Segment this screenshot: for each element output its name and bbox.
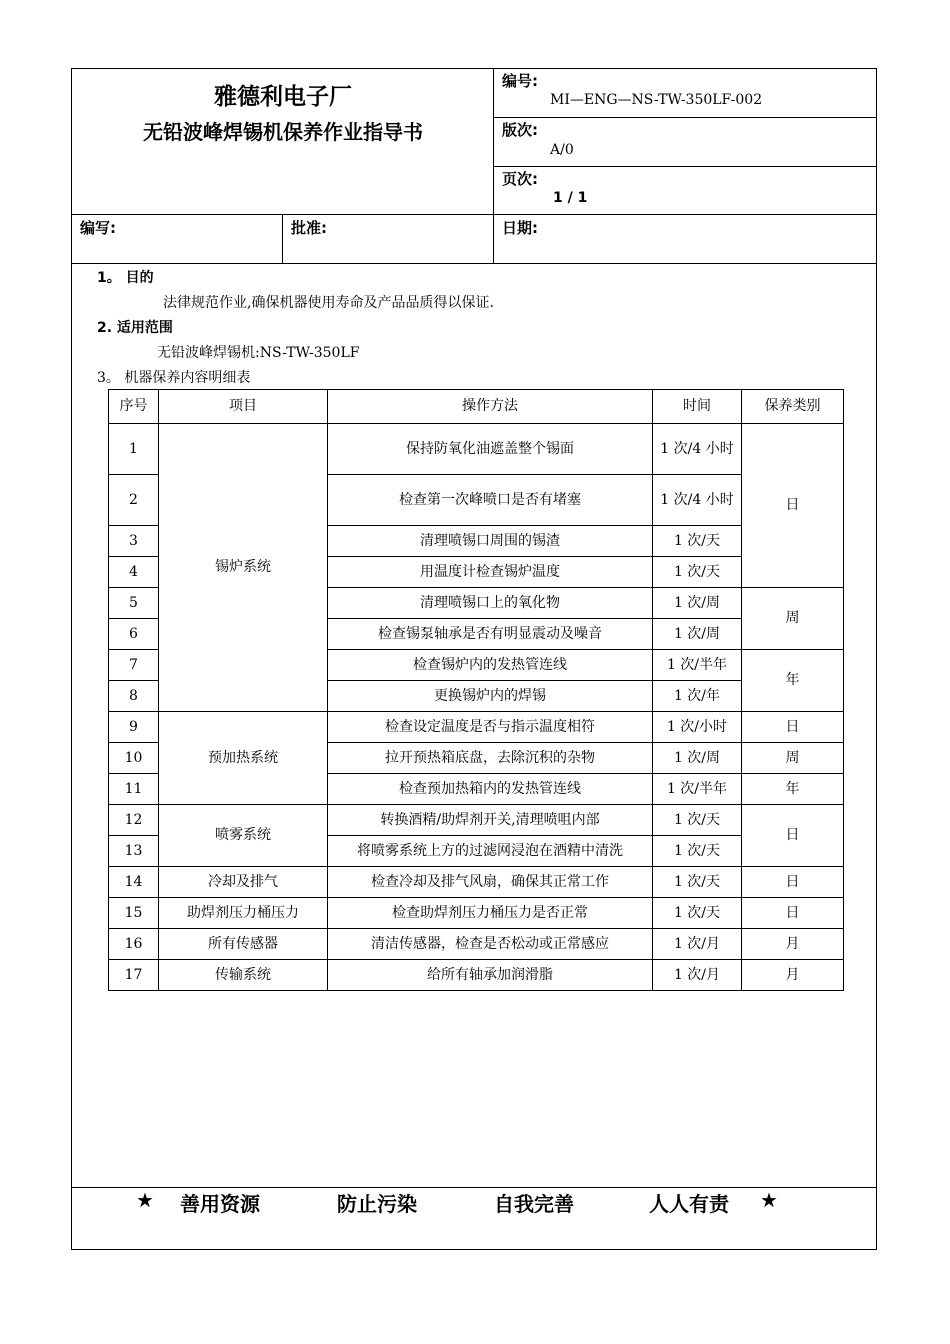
header-no: 序号: [109, 390, 159, 424]
row-no: 11: [109, 774, 159, 805]
row-method: 拉开预热箱底盘，去除沉积的杂物: [328, 743, 653, 774]
row-method: 清理喷锡口上的氧化物: [328, 588, 653, 619]
slogan-4: 人人有责: [649, 1192, 729, 1216]
group-solder-pot: 锡炉系统: [159, 424, 328, 712]
row-category: 日: [742, 867, 844, 898]
table-row: [109, 929, 844, 960]
header-rule-2: [493, 166, 876, 167]
row-category: 日: [742, 712, 844, 743]
section-1-title: 1。 目的: [97, 270, 154, 286]
row-category: 日: [742, 424, 844, 588]
approver-label: 批准:: [291, 219, 327, 237]
page-value: 1 / 1: [553, 190, 588, 206]
row-method: 检查助焊剂压力桶压力是否正常: [328, 898, 653, 929]
row-no: 2: [109, 475, 159, 526]
star-left-icon: ★: [136, 1188, 154, 1212]
row-category: 周: [742, 588, 844, 650]
table-header-row: [109, 390, 844, 424]
section-3-title: 3。 机器保养内容明细表: [97, 370, 251, 386]
row-no: 1: [109, 424, 159, 475]
row-no: 12: [109, 805, 159, 836]
group-spray: 喷雾系统: [159, 805, 328, 867]
slogan-2: 防止污染: [337, 1192, 417, 1216]
row-no: 8: [109, 681, 159, 712]
row-category: 日: [742, 805, 844, 867]
row-category: 年: [742, 650, 844, 712]
version-label: 版次:: [502, 121, 538, 139]
table-row: [109, 960, 844, 991]
row-no: 10: [109, 743, 159, 774]
table-row: [109, 867, 844, 898]
header-time: 时间: [653, 390, 742, 424]
number-value: MI—ENG—NS-TW-350LF-002: [550, 92, 763, 108]
row-no: 13: [109, 836, 159, 867]
header-rule-3: [72, 214, 876, 215]
row-method: 保持防氧化油遮盖整个锡面: [328, 424, 653, 475]
company-name: 雅德利电子厂: [214, 84, 352, 110]
section-1-body: 法律规范作业,确保机器使用寿命及产品品质得以保证.: [163, 295, 494, 311]
row-time: 1 次/小时: [653, 712, 742, 743]
slogan-1: 善用资源: [180, 1192, 260, 1216]
row-no: 4: [109, 557, 159, 588]
row-method: 转换酒精/助焊剂开关,清理喷咀内部: [328, 805, 653, 836]
group-flux-pressure: 助焊剂压力桶压力: [159, 898, 328, 929]
section-2-title: 2. 适用范围: [97, 320, 173, 336]
row-time: 1 次/天: [653, 557, 742, 588]
date-label: 日期:: [502, 219, 538, 237]
row-category: 日: [742, 898, 844, 929]
row-method: 清洁传感器，检查是否松动或正常感应: [328, 929, 653, 960]
signoff-divider-1: [282, 214, 283, 264]
row-time: 1 次/天: [653, 526, 742, 557]
row-time: 1 次/4 小时: [653, 424, 742, 475]
row-no: 6: [109, 619, 159, 650]
row-method: 将喷雾系统上方的过滤网浸泡在酒精中清洗: [328, 836, 653, 867]
header-item: 项目: [159, 390, 328, 424]
section-2-body: 无铅波峰焊锡机:NS-TW-350LF: [157, 345, 360, 361]
row-method: 更换锡炉内的焊锡: [328, 681, 653, 712]
row-method: 检查冷却及排气风扇，确保其正常工作: [328, 867, 653, 898]
row-no: 5: [109, 588, 159, 619]
group-sensors: 所有传感器: [159, 929, 328, 960]
row-time: 1 次/周: [653, 588, 742, 619]
row-method: 检查第一次峰喷口是否有堵塞: [328, 475, 653, 526]
row-method: 检查预加热箱内的发热管连线: [328, 774, 653, 805]
row-no: 7: [109, 650, 159, 681]
document-title: 无铅波峰焊锡机保养作业指导书: [143, 120, 423, 144]
row-no: 14: [109, 867, 159, 898]
row-time: 1 次/天: [653, 867, 742, 898]
table-row: [109, 712, 844, 743]
row-method: 用温度计检查锡炉温度: [328, 557, 653, 588]
row-time: 1 次/半年: [653, 650, 742, 681]
row-time: 1 次/天: [653, 898, 742, 929]
row-time: 1 次/周: [653, 743, 742, 774]
row-time: 1 次/年: [653, 681, 742, 712]
row-method: 清理喷锡口周围的锡渣: [328, 526, 653, 557]
row-method: 检查锡炉内的发热管连线: [328, 650, 653, 681]
maintenance-table: [108, 389, 844, 991]
row-time: 1 次/4 小时: [653, 475, 742, 526]
row-no: 9: [109, 712, 159, 743]
table-row: [109, 424, 844, 475]
row-time: 1 次/月: [653, 929, 742, 960]
row-category: 周: [742, 743, 844, 774]
number-label: 编号:: [502, 72, 538, 90]
row-method: 检查锡泵轴承是否有明显震动及噪音: [328, 619, 653, 650]
page-label: 页次:: [502, 170, 538, 188]
group-preheat: 预加热系统: [159, 712, 328, 805]
writer-label: 编写:: [80, 219, 116, 237]
star-right-icon: ★: [760, 1188, 778, 1212]
row-method: 检查设定温度是否与指示温度相符: [328, 712, 653, 743]
header-rule-1: [493, 117, 876, 118]
row-category: 月: [742, 960, 844, 991]
header-category: 保养类别: [742, 390, 844, 424]
group-cooling: 冷却及排气: [159, 867, 328, 898]
row-no: 17: [109, 960, 159, 991]
footer-slogan: [72, 1188, 876, 1218]
row-no: 3: [109, 526, 159, 557]
row-no: 16: [109, 929, 159, 960]
row-method: 给所有轴承加润滑脂: [328, 960, 653, 991]
row-time: 1 次/天: [653, 836, 742, 867]
slogan-3: 自我完善: [494, 1192, 574, 1216]
row-time: 1 次/周: [653, 619, 742, 650]
row-category: 年: [742, 774, 844, 805]
group-conveyor: 传输系统: [159, 960, 328, 991]
table-row: [109, 898, 844, 929]
table-row: [109, 805, 844, 836]
row-time: 1 次/月: [653, 960, 742, 991]
header-rule-4: [72, 263, 876, 264]
header-method: 操作方法: [328, 390, 653, 424]
row-category: 月: [742, 929, 844, 960]
row-time: 1 次/天: [653, 805, 742, 836]
row-no: 15: [109, 898, 159, 929]
version-value: A/0: [550, 142, 574, 158]
row-time: 1 次/半年: [653, 774, 742, 805]
